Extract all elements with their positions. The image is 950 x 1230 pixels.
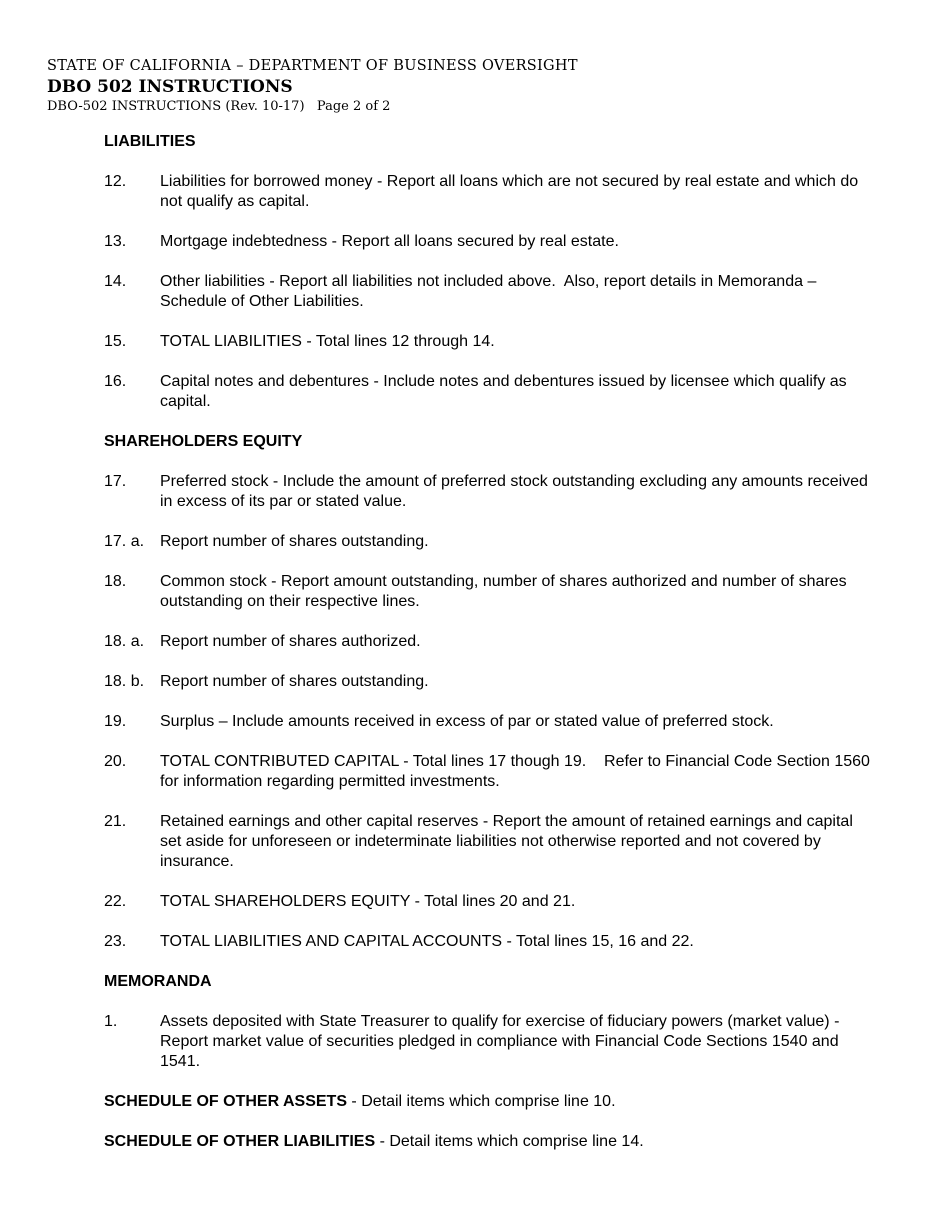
schedule-text: - Detail items which comprise line 14.: [375, 1133, 644, 1150]
list-item: [104, 712, 874, 732]
item-text: Report number of shares outstanding.: [160, 673, 429, 690]
list-item: [104, 532, 874, 552]
item-number: 21.: [104, 813, 127, 830]
item-text: TOTAL LIABILITIES - Total lines 12 through 14.: [160, 333, 495, 350]
list-item: [104, 272, 874, 312]
item-text: Common stock - Report amount outstanding, number of shares authorized and number of shares outstanding on their respective lines.: [160, 573, 852, 610]
document-title: DBO 502 INSTRUCTIONS: [47, 77, 293, 97]
list-item: [104, 472, 874, 512]
item-text: Assets deposited with State Treasurer to qualify for exercise of fiduciary powers (market value) - Report market value of securities pledged in compliance with Financial Code Sections 1540 and 1541.: [160, 1013, 844, 1070]
section-heading-liabilities: LIABILITIES: [104, 133, 196, 150]
item-text: Capital notes and debentures - Include notes and debentures issued by licensee which qualify as capital.: [160, 373, 852, 410]
revision-line: DBO-502 INSTRUCTIONS (Rev. 10-17) Page 2 of 2: [47, 99, 391, 114]
item-text: Preferred stock - Include the amount of preferred stock outstanding excluding any amounts received in excess of its par or stated value.: [160, 473, 873, 510]
page-header: [47, 56, 578, 116]
liabilities-list: [104, 172, 874, 412]
list-item: [104, 372, 874, 412]
instructions-body: [104, 132, 874, 1172]
schedule-title: SCHEDULE OF OTHER ASSETS: [104, 1093, 347, 1110]
item-text: TOTAL LIABILITIES AND CAPITAL ACCOUNTS - Total lines 15, 16 and 22.: [160, 933, 694, 950]
item-number: 22.: [104, 893, 127, 910]
item-number: 1.: [104, 1013, 118, 1030]
list-item: [104, 672, 874, 692]
schedule-title: SCHEDULE OF OTHER LIABILITIES: [104, 1133, 376, 1150]
list-item: [104, 812, 874, 872]
item-text: Retained earnings and other capital reserves - Report the amount of retained earnings and capital set aside for unforeseen or indeterminate liabilities not otherwise reported and not covered by insurance.: [160, 813, 858, 870]
item-text: Mortgage indebtedness - Report all loans secured by real estate.: [160, 233, 619, 250]
item-text: Surplus – Include amounts received in excess of par or stated value of preferred stock.: [160, 713, 774, 730]
item-number: 12.: [104, 173, 127, 190]
item-number: 16.: [104, 373, 127, 390]
item-number: 15.: [104, 333, 127, 350]
list-item: [104, 892, 874, 912]
equity-list: [104, 472, 874, 952]
schedule-text: - Detail items which comprise line 10.: [346, 1093, 616, 1110]
list-item: [104, 172, 874, 212]
list-item: [104, 752, 874, 792]
item-number: 19.: [104, 713, 127, 730]
item-text: Report number of shares outstanding.: [160, 533, 429, 550]
item-number: 17. a.: [104, 533, 145, 550]
item-number: 18.: [104, 573, 127, 590]
item-number: 14.: [104, 273, 127, 290]
section-heading-memoranda: MEMORANDA: [104, 973, 212, 990]
section-heading-shareholders-equity: SHAREHOLDERS EQUITY: [104, 433, 303, 450]
item-text: Liabilities for borrowed money - Report all loans which are not secured by real estate and which do not qualify as capital.: [160, 173, 863, 210]
item-number: 13.: [104, 233, 127, 250]
memoranda-list: [104, 1012, 874, 1072]
agency-name: STATE OF CALIFORNIA – DEPARTMENT OF BUSINESS OVERSIGHT: [47, 58, 578, 74]
list-item: [104, 572, 874, 612]
item-number: 18. b.: [104, 673, 145, 690]
item-text: TOTAL SHAREHOLDERS EQUITY - Total lines 20 and 21.: [160, 893, 576, 910]
item-text: Other liabilities - Report all liabilities not included above. Also, report details in Memoranda – Schedule of Other Liabilities.: [160, 273, 821, 310]
list-item: [104, 932, 874, 952]
list-item: [104, 632, 874, 652]
item-number: 23.: [104, 933, 127, 950]
list-item: [104, 332, 874, 352]
item-text: Report number of shares authorized.: [160, 633, 421, 650]
schedule-other-assets: [104, 1092, 874, 1112]
schedule-other-liabilities: [104, 1132, 874, 1152]
item-number: 20.: [104, 753, 127, 770]
item-number: 18. a.: [104, 633, 145, 650]
item-number: 17.: [104, 473, 127, 490]
item-text: TOTAL CONTRIBUTED CAPITAL - Total lines 17 though 19. Refer to Financial Code Section 1560 for information regarding permitted investments.: [160, 753, 875, 790]
list-item: [104, 232, 874, 252]
list-item: [104, 1012, 874, 1072]
